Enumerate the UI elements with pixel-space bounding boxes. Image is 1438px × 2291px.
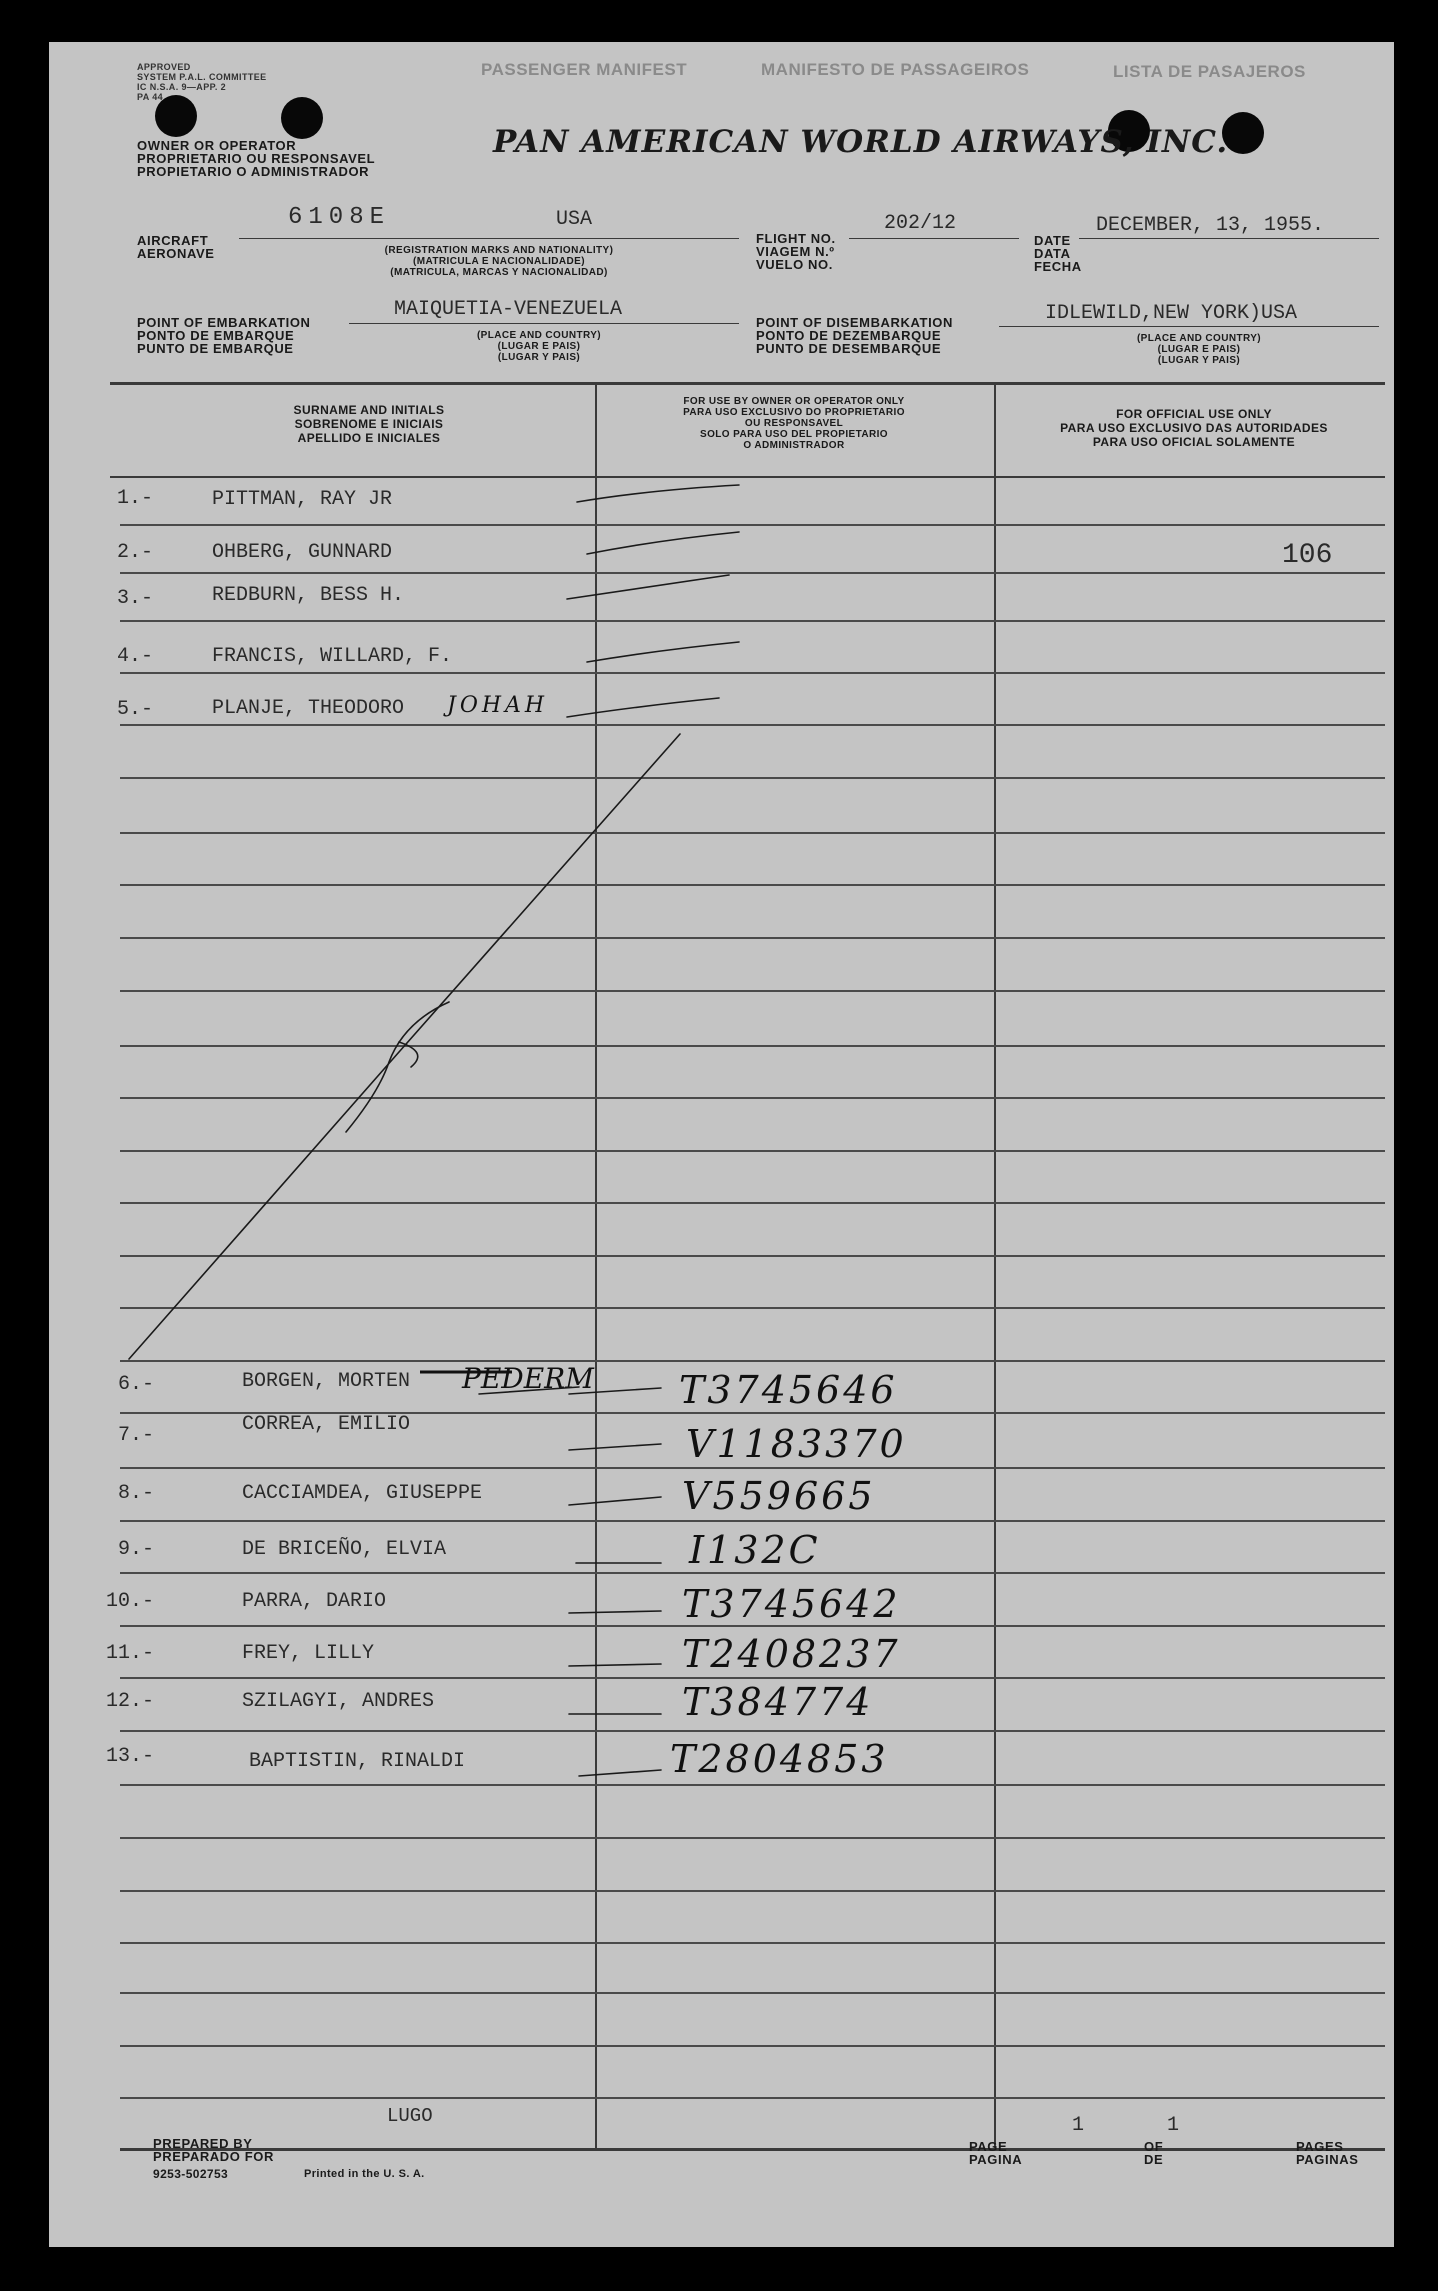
passenger-name: CORREA, EMILIO xyxy=(242,1413,411,1436)
page-label: PAGE PAGINA xyxy=(969,2139,1023,2167)
passport-number: T3745646 xyxy=(679,1368,898,1412)
date-label: DATE DATA FECHA xyxy=(1034,233,1082,274)
total-pages: 1 xyxy=(1167,2114,1180,2137)
embarkation-label: POINT OF EMBARKATION PONTO DE EMBARQUE PUNTO DE EMBARQUE xyxy=(137,315,311,356)
row-number: 10.- xyxy=(106,1590,155,1613)
passport-number: T2804853 xyxy=(670,1737,889,1781)
passenger-name: PLANJE, THEODORO xyxy=(212,697,405,720)
title-lista-pasajeros: LISTA DE PASAJEROS xyxy=(1113,62,1306,81)
passport-number: T2408237 xyxy=(682,1632,901,1676)
airline-name: PAN AMERICAN WORLD AIRWAYS, INC. xyxy=(493,124,1229,160)
date-value: DECEMBER, 13, 1955. xyxy=(1096,214,1325,237)
row-number: 4.- xyxy=(117,645,154,668)
flight-label: FLIGHT NO. VIAGEM N.º VUELO NO. xyxy=(756,231,836,272)
title-manifesto-passageiros: MANIFESTO DE PASSAGEIROS xyxy=(761,60,1030,79)
printed-in-usa: Printed in the U. S. A. xyxy=(304,2168,425,2180)
passenger-name: REDBURN, BESS H. xyxy=(212,584,405,607)
row-number: 5.- xyxy=(117,698,154,721)
passport-number: T384774 xyxy=(682,1680,874,1724)
passenger-name: OHBERG, GUNNARD xyxy=(212,541,393,564)
passenger-name: SZILAGYI, ANDRES xyxy=(242,1690,435,1713)
form-number: 9253-502753 xyxy=(153,2167,229,2181)
passenger-name: DE BRICEÑO, ELVIA xyxy=(242,1538,447,1561)
passenger-name: BORGEN, MORTEN xyxy=(242,1370,411,1393)
passenger-name: FRANCIS, WILLARD, F. xyxy=(212,645,453,668)
passport-number: I132C xyxy=(689,1528,821,1572)
passenger-name: PITTMAN, RAY JR xyxy=(212,488,393,511)
handwritten-name: JOHAH xyxy=(447,693,549,718)
embarkation-value: MAIQUETIA-VENEZUELA xyxy=(394,298,623,321)
approved-block: APPROVED SYSTEM P.A.L. COMMITTEE IC N.S.A. 9—APP. 2 PA 44 xyxy=(137,62,267,102)
title-passenger-manifest: PASSENGER MANIFEST xyxy=(481,60,688,79)
aircraft-caption: (REGISTRATION MARKS AND NATIONALITY) (MATRICULA E NACIONALIDADE) (MATRICULA, MARCAS Y NACIONALIDAD) xyxy=(384,245,614,278)
row-number: 7.- xyxy=(118,1424,155,1447)
passenger-name: CACCIAMDEA, GIUSEPPE xyxy=(242,1482,483,1505)
passenger-name: BAPTISTIN, RINALDI xyxy=(249,1750,466,1773)
column-header-owner-use: FOR USE BY OWNER OR OPERATOR ONLY PARA USO EXCLUSIVO DO PROPRIETARIO OU RESPONSAVEL SOLO PARA USO DEL PROPIETARIO O ADMINISTRADOR xyxy=(683,396,905,451)
row-number: 3.- xyxy=(117,587,154,610)
pen-marks xyxy=(49,42,1394,2247)
row-number: 9.- xyxy=(118,1538,155,1561)
official-note: 106 xyxy=(1282,540,1333,571)
prepared-by-name: LUGO xyxy=(387,2105,433,2127)
disembarkation-value: IDLEWILD,NEW YORK)USA xyxy=(1045,302,1298,325)
passport-number: V1183370 xyxy=(686,1422,907,1466)
row-number: 12.- xyxy=(106,1690,155,1713)
disembarkation-caption: (PLACE AND COUNTRY) (LUGAR E PAIS) (LUGAR Y PAIS) xyxy=(1136,333,1262,366)
passport-number: V559665 xyxy=(682,1474,876,1518)
column-header-official-use: FOR OFFICIAL USE ONLY PARA USO EXCLUSIVO DAS AUTORIDADES PARA USO OFICIAL SOLAMENTE xyxy=(1060,407,1328,449)
passenger-name: FREY, LILLY xyxy=(242,1642,375,1665)
owner-label: OWNER OR OPERATOR PROPRIETARIO OU RESPONSAVEL PROPIETARIO O ADMINISTRADOR xyxy=(137,138,376,179)
column-header-surname: SURNAME AND INITIALS SOBRENOME E INICIAIS APELLIDO E INICIALES xyxy=(293,403,445,445)
pages-label: PAGES PAGINAS xyxy=(1296,2139,1359,2167)
page-number: 1 xyxy=(1072,2114,1085,2137)
passport-number: T3745642 xyxy=(682,1582,901,1626)
prepared-by-label: PREPARED BY PREPARADO FOR xyxy=(153,2136,274,2164)
page-underline xyxy=(1007,2148,1157,2149)
row-number: 11.- xyxy=(106,1642,155,1665)
aircraft-nationality: USA xyxy=(556,208,593,231)
passenger-name: PARRA, DARIO xyxy=(242,1590,387,1613)
aircraft-registration: 6108E xyxy=(288,204,391,231)
row-number: 6.- xyxy=(118,1373,155,1396)
row-number: 1.- xyxy=(117,487,154,510)
embarkation-caption: (PLACE AND COUNTRY) (LUGAR E PAIS) (LUGAR Y PAIS) xyxy=(476,330,602,363)
aircraft-label: AIRCRAFT AERONAVE xyxy=(137,233,215,261)
flight-number: 202/12 xyxy=(884,212,957,235)
row-number: 2.- xyxy=(117,541,154,564)
row-number: 8.- xyxy=(118,1482,155,1505)
disembarkation-label: POINT OF DISEMBARKATION PONTO DE DEZEMBARQUE PUNTO DE DESEMBARQUE xyxy=(756,315,953,356)
manifest-sheet xyxy=(49,42,1394,2247)
row-number: 13.- xyxy=(106,1745,155,1768)
of-label: OF DE xyxy=(1144,2139,1164,2167)
handwritten-name: PEDERM xyxy=(462,1362,594,1395)
